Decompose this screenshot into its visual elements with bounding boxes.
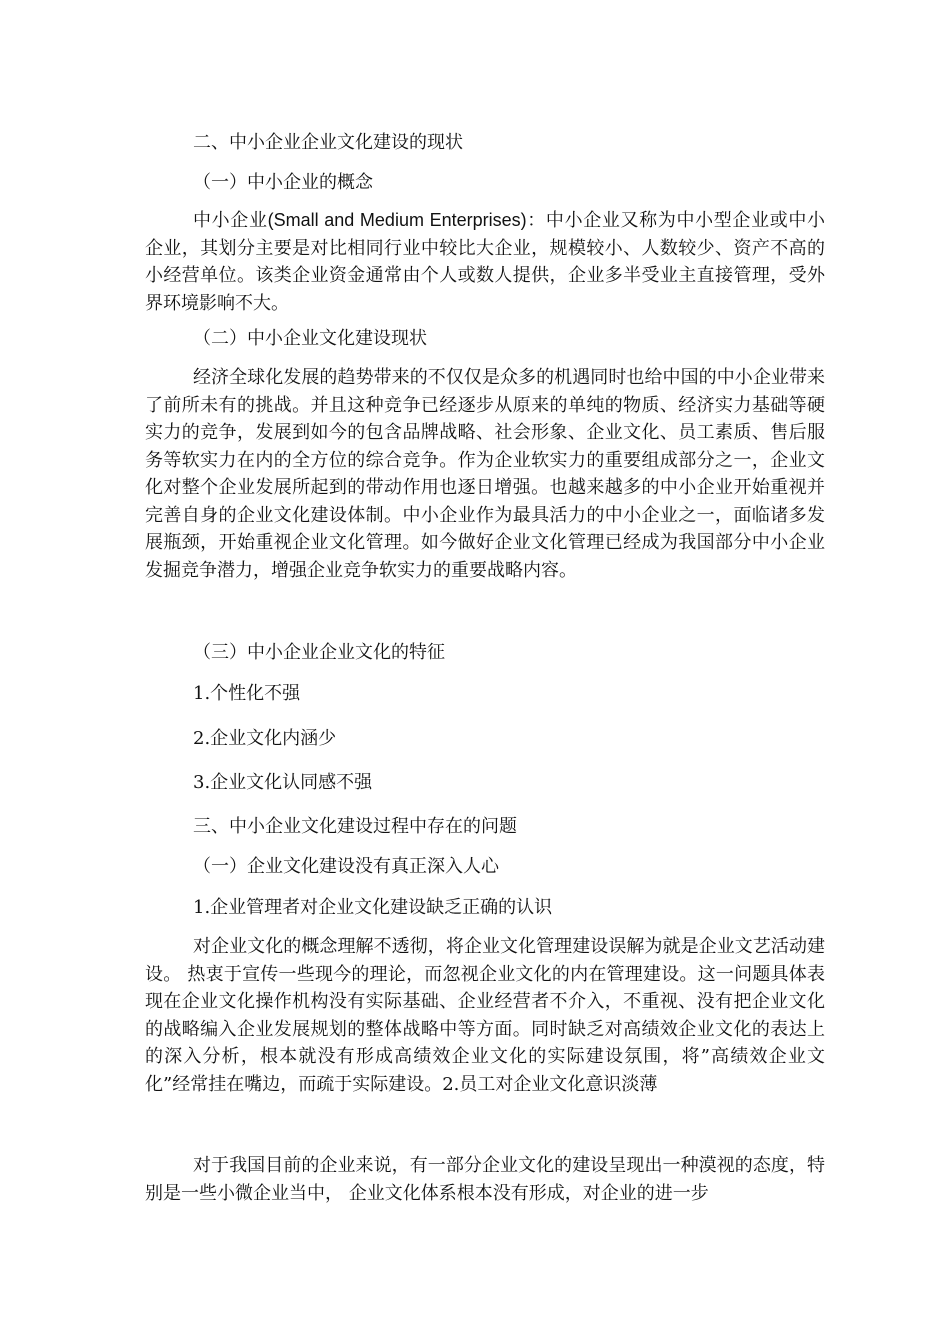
paragraph-sme-definition	[145, 207, 825, 317]
list-item-1: 1.个性化不强	[193, 683, 301, 704]
paragraph-sme-body: ：中小企业又称为中小型企业或中小企业，其划分主要是对比相同行业中较比大企业，规模较小、人数较少、资产不高的小经营单位。该类企业资金通常由个人或数人提供，企业多半受业主直接管理，受外界环境影响不大。	[145, 210, 826, 314]
subsection-heading-3-1: （一）企业文化建设没有真正深入人心	[193, 856, 499, 877]
section-heading-2: 二、中小企业企业文化建设的现状	[193, 132, 463, 153]
section-heading-3: 三、中小企业文化建设过程中存在的问题	[193, 816, 517, 837]
subsection-heading-2-2: （二）中小企业文化建设现状	[193, 328, 427, 349]
paragraph-manager-awareness: 对企业文化的概念理解不透彻，将企业文化管理建设误解为就是企业文艺活动建设。 热衷于宣传一些现今的理论，而忽视企业文化的内在管理建设。这一问题具体表现在企业文化操作机构没有实际基础、企业经营者不介入，不重视、没有把企业文化的战略编入企业发展规划的整体战略中等方面。同时缺乏对高绩效企业文化的表达上的深入分析，根本就没有形成高绩效企业文化的实际建设氛围，将”高绩效企业文化”经常挂在嘴边，而疏于实际建设。2.员工对企业文化意识淡薄	[145, 936, 825, 1095]
list-item-2: 2.企业文化内涵少	[193, 728, 337, 749]
point-heading-3-1-1: 1.企业管理者对企业文化建设缺乏正确的认识	[193, 897, 553, 918]
list-item-3: 3.企业文化认同感不强	[193, 772, 373, 793]
paragraph-culture-status: 经济全球化发展的趋势带来的不仅仅是众多的机遇同时也给中国的中小企业带来了前所未有的挑战。并且这种竞争已经逐步从原来的单纯的物质、经济实力基础等硬实力的竞争，发展到如今的包含品牌战略、社会形象、企业文化、员工素质、售后服务等软实力在内的全方位的综合竞争。作为企业软实力的重要组成部分之一，企业文化对整个企业发展所起到的带动作用也逐日增强。也越来越多的中小企业开始重视并完善自身的企业文化建设体制。中小企业作为最具活力的中小企业之一，面临诸多发展瓶颈，开始重视企业文化管理。如今做好企业文化管理已经成为我国部分中小企业发掘竞争潜力，增强企业竞争软实力的重要战略内容。	[145, 367, 825, 581]
subsection-heading-2-3: （三）中小企业企业文化的特征	[193, 642, 445, 663]
paragraph-sme-english-term: (Small and Medium Enterprises)	[267, 210, 527, 230]
paragraph-employee-awareness: 对于我国目前的企业来说，有一部分企业文化的建设呈现出一种漠视的态度，特别是一些小微企业当中， 企业文化体系根本没有形成，对企业的进一步	[145, 1155, 825, 1204]
paragraph-sme-lead: 中小企业	[193, 210, 268, 231]
subsection-heading-2-1: （一）中小企业的概念	[193, 172, 373, 193]
